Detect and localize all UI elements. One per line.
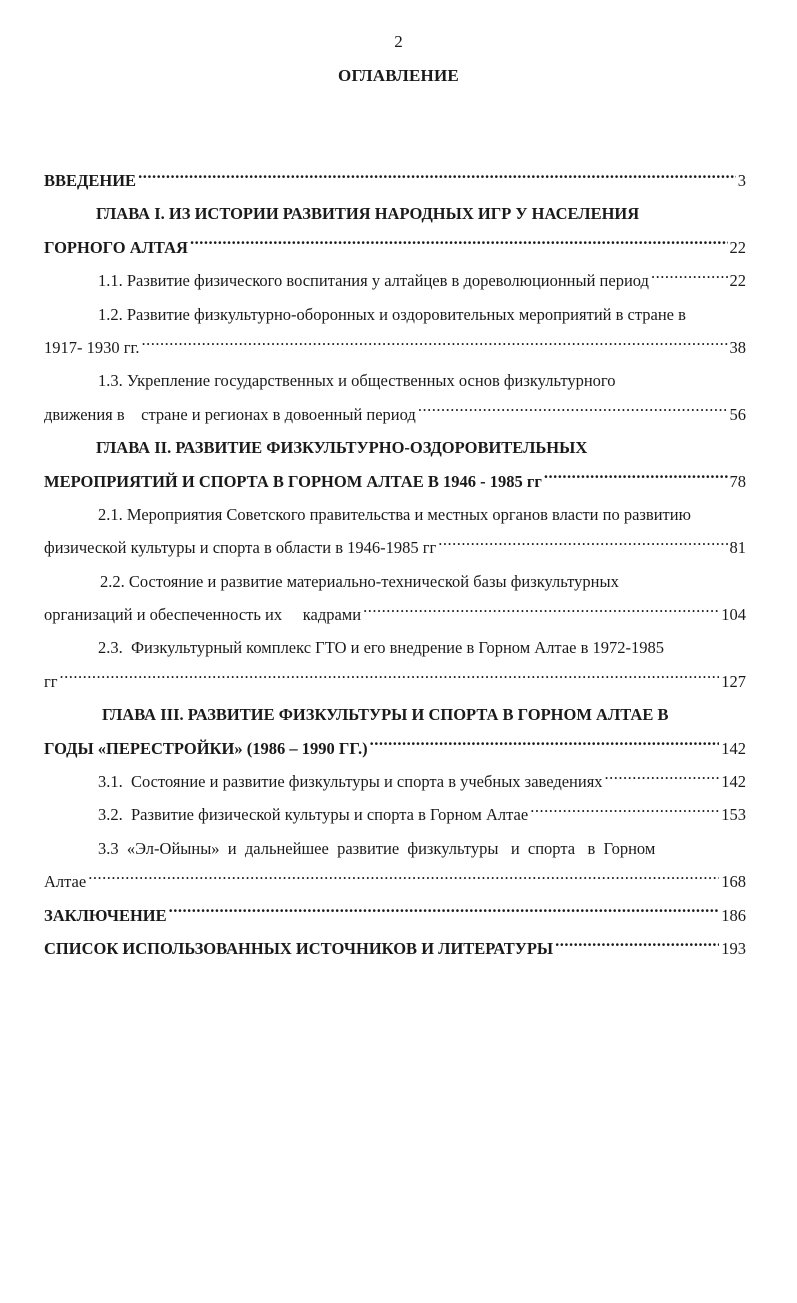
dot-leader xyxy=(438,537,727,554)
toc-chapter-2-line-2[interactable] xyxy=(44,465,746,498)
toc-page-number: 22 xyxy=(729,237,746,257)
toc-page-number: 104 xyxy=(721,605,746,625)
dot-leader xyxy=(544,470,728,487)
dot-leader xyxy=(651,270,728,287)
toc-section-1-2-line-2[interactable] xyxy=(44,331,746,364)
toc-page-number: 78 xyxy=(729,471,746,491)
page-title: ОГЛАВЛЕНИЕ xyxy=(338,66,459,85)
toc-section-2-3-line-1[interactable] xyxy=(44,631,746,664)
toc-entry-conclusion[interactable] xyxy=(44,899,746,932)
toc-entry-title: организаций и обеспеченность их кадрами xyxy=(44,605,362,625)
dot-leader xyxy=(605,771,720,788)
toc-page-number: 38 xyxy=(729,337,746,357)
toc-section-2-2-line-1[interactable] xyxy=(44,565,746,598)
toc-entry-sources[interactable] xyxy=(44,932,746,965)
toc-page-number: 81 xyxy=(729,538,746,558)
toc-chapter-1-line-1[interactable] xyxy=(44,197,746,230)
toc-page-number: 153 xyxy=(721,805,746,825)
toc-entry-title: 3.3 «Эл-Ойыны» и дальнейшее развитие физкультуры и спорта в Горном xyxy=(98,838,656,858)
toc-section-2-3-line-2[interactable] xyxy=(44,665,746,698)
dot-leader xyxy=(142,336,728,353)
toc-chapter-1-line-2[interactable] xyxy=(44,231,746,264)
toc-entry-title: МЕРОПРИЯТИЙ И СПОРТА В ГОРНОМ АЛТАЕ В 1946 - 1985 гг xyxy=(44,471,542,491)
dot-leader xyxy=(60,670,720,687)
toc-entry-title: ГЛАВА I. ИЗ ИСТОРИИ РАЗВИТИЯ НАРОДНЫХ ИГР У НАСЕЛЕНИЯ xyxy=(96,204,640,224)
toc-section-2-1-line-2[interactable] xyxy=(44,531,746,564)
toc-entry-title: движения в стране и регионах в довоенный период xyxy=(44,404,416,424)
toc-entry-title: физической культуры и спорта в области в 1946-1985 гг xyxy=(44,538,437,558)
dot-leader xyxy=(555,937,719,954)
toc-section-3-3-line-1[interactable] xyxy=(44,832,746,865)
toc-section-1-2-line-1[interactable] xyxy=(44,298,746,331)
toc-entry-title: ГОДЫ «ПЕРЕСТРОЙКИ» (1986 – 1990 ГГ.) xyxy=(44,738,368,758)
dot-leader xyxy=(88,871,719,888)
toc-entry-title: 1917- 1930 гг. xyxy=(44,337,140,357)
toc-entry-title: Алтае xyxy=(44,872,87,892)
toc-entry-title: ГЛАВА III. РАЗВИТИЕ ФИЗКУЛЬТУРЫ И СПОРТА В ГОРНОМ АЛТАЕ В xyxy=(102,705,669,725)
toc-entry-title: 2.3. Физкультурный комплекс ГТО и его внедрение в Горном Алтае в 1972-1985 xyxy=(98,638,665,658)
table-of-contents xyxy=(44,164,746,965)
toc-entry-title: ЗАКЛЮЧЕНИЕ xyxy=(44,905,167,925)
toc-page-number: 142 xyxy=(721,738,746,758)
toc-entry-title: 2.2. Состояние и развитие материально-технической базы физкультурных xyxy=(100,571,619,591)
dot-leader xyxy=(169,904,720,921)
dot-leader xyxy=(418,403,728,420)
toc-page-number: 127 xyxy=(721,671,746,691)
toc-section-2-1-line-1[interactable] xyxy=(44,498,746,531)
dot-leader xyxy=(530,804,719,821)
toc-section-1-1[interactable] xyxy=(44,264,746,297)
toc-page-number: 168 xyxy=(721,872,746,892)
page-number: 2 xyxy=(394,32,403,51)
toc-section-2-2-line-2[interactable] xyxy=(44,598,746,631)
dot-leader xyxy=(138,170,736,187)
toc-chapter-3-line-2[interactable] xyxy=(44,732,746,765)
toc-entry-title: ГОРНОГО АЛТАЯ xyxy=(44,237,188,257)
toc-page-number: 22 xyxy=(729,271,746,291)
dot-leader xyxy=(363,604,719,621)
toc-page-number: 56 xyxy=(729,404,746,424)
toc-entry-intro[interactable] xyxy=(44,164,746,197)
dot-leader xyxy=(370,737,720,754)
toc-section-1-3-line-2[interactable] xyxy=(44,398,746,431)
toc-chapter-2-line-1[interactable] xyxy=(44,431,746,464)
toc-page-number: 142 xyxy=(721,772,746,792)
toc-entry-title: ГЛАВА II. РАЗВИТИЕ ФИЗКУЛЬТУРНО-ОЗДОРОВИТЕЛЬНЫХ xyxy=(96,438,588,458)
toc-entry-title: 3.1. Состояние и развитие физкультуры и спорта в учебных заведениях xyxy=(98,772,603,792)
toc-entry-title: 3.2. Развитие физической культуры и спорта в Горном Алтае xyxy=(98,805,529,825)
toc-entry-title: СПИСОК ИСПОЛЬЗОВАННЫХ ИСТОЧНИКОВ И ЛИТЕРАТУРЫ xyxy=(44,938,554,958)
toc-entry-title: ВВЕДЕНИЕ xyxy=(44,171,137,190)
toc-section-3-3-line-2[interactable] xyxy=(44,865,746,898)
dot-leader xyxy=(190,236,728,253)
toc-page-number: 3 xyxy=(737,171,746,190)
toc-entry-title: 2.1. Мероприятия Советского правительства и местных органов власти по развитию xyxy=(98,504,691,524)
toc-entry-title: гг xyxy=(44,671,58,691)
toc-section-3-1[interactable] xyxy=(44,765,746,798)
toc-entry-title: 1.2. Развитие физкультурно-оборонных и оздоровительных мероприятий в стране в xyxy=(98,304,686,324)
toc-section-1-3-line-1[interactable] xyxy=(44,364,746,397)
toc-chapter-3-line-1[interactable] xyxy=(44,698,746,731)
toc-page-number: 186 xyxy=(721,905,746,925)
toc-page-number: 193 xyxy=(721,938,746,958)
toc-entry-title: 1.1. Развитие физического воспитания у алтайцев в дореволюционный период xyxy=(98,271,649,291)
toc-entry-title: 1.3. Укрепление государственных и общественных основ физкультурного xyxy=(98,371,616,391)
toc-section-3-2[interactable] xyxy=(44,798,746,831)
